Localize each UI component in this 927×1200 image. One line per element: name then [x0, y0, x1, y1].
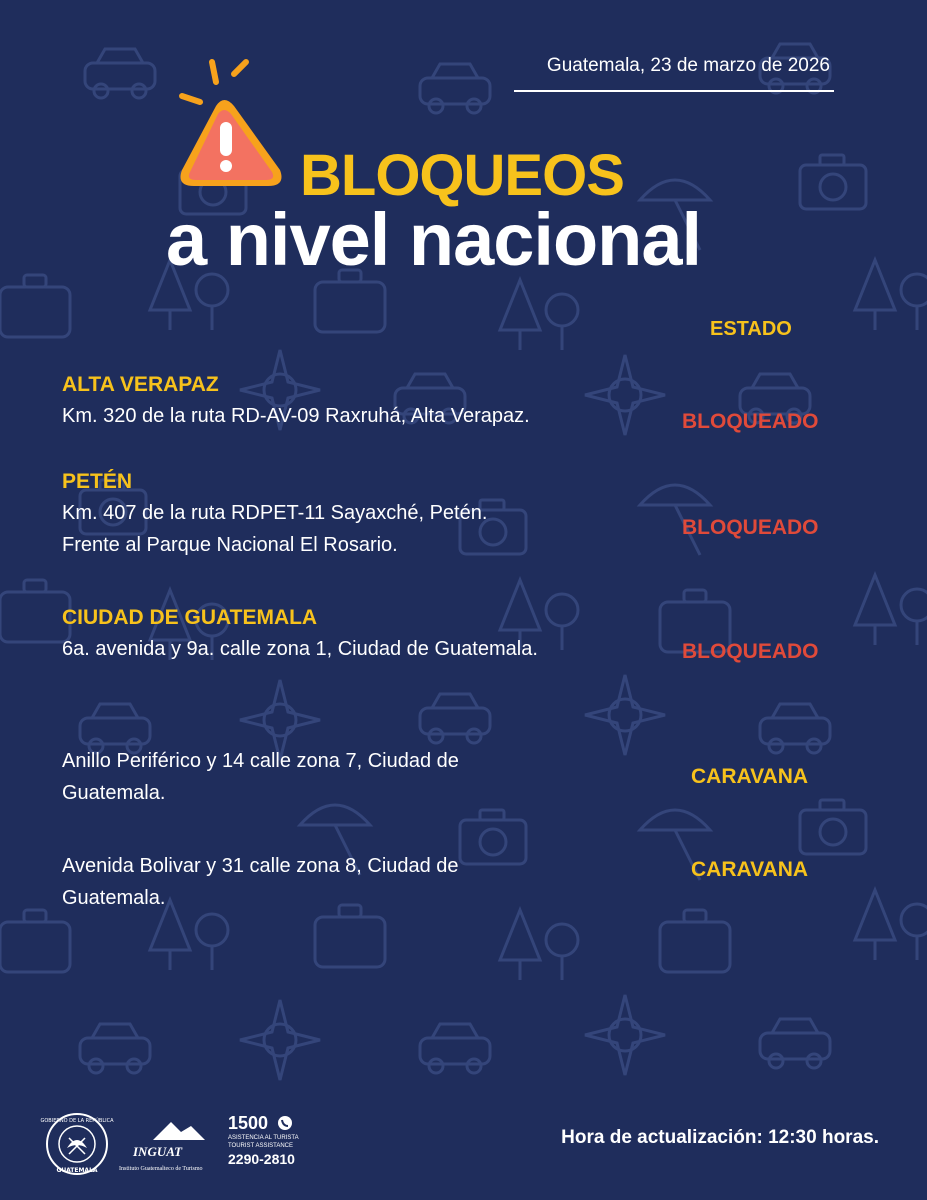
- date-text: Guatemala, 23 de marzo de 2026: [546, 55, 830, 76]
- location-text: 6a. avenida y 9a. calle zona 1, Ciudad de Guatemala.: [62, 638, 538, 660]
- location-text: Anillo Periférico y 14 calle zona 7, Ciudad de: [62, 750, 459, 772]
- update-time: Hora de actualización: 12:30 horas.: [561, 1127, 879, 1148]
- list-item: [62, 745, 622, 809]
- assistance-line-en: TOURIST ASSISTANCE: [228, 1143, 294, 1149]
- inguat-fullname: Instituto Guatemalteco de Turismo: [119, 1166, 203, 1172]
- location-text: Avenida Bolivar y 31 calle zona 8, Ciudad de: [62, 855, 459, 877]
- location-text: Guatemala.: [62, 782, 166, 804]
- inguat-name: INGUAT: [133, 1144, 183, 1159]
- location-text: Frente al Parque Nacional El Rosario.: [62, 534, 398, 556]
- region-label: ALTA VERAPAZ: [62, 373, 219, 396]
- title-bloqueos: BLOQUEOS: [300, 143, 624, 208]
- assistance-line-es: ASISTENCIA AL TURISTA: [228, 1135, 299, 1141]
- region-label: PETÉN: [62, 470, 133, 493]
- status-badge: BLOQUEADO: [682, 410, 819, 433]
- seal-bottom-text: GUATEMALA: [56, 1167, 98, 1174]
- list-item: [62, 850, 622, 914]
- location-text: Km. 407 de la ruta RDPET-11 Sayaxché, Petén.: [62, 502, 488, 524]
- inguat-logo: [119, 1118, 217, 1174]
- list-item: [62, 606, 622, 665]
- seal-top-text: GOBIERNO DE LA REPÚBLICA: [40, 1118, 114, 1124]
- tourist-assistance-logo: [228, 1112, 300, 1170]
- region-label: CIUDAD DE GUATEMALA: [62, 606, 318, 629]
- government-seal-logo: [40, 1112, 114, 1176]
- location-text: Guatemala.: [62, 887, 166, 909]
- assistance-phone-number: 2290-2810: [228, 1151, 295, 1167]
- title-subtitle: a nivel nacional: [166, 198, 702, 281]
- warning-icon: [176, 58, 286, 194]
- assistance-short-number: 1500: [228, 1113, 269, 1133]
- location-text: Km. 320 de la ruta RD-AV-09 Raxruhá, Alta Verapaz.: [62, 405, 530, 427]
- status-column-header: ESTADO: [710, 318, 792, 340]
- list-item: [62, 373, 622, 432]
- status-badge: CARAVANA: [691, 858, 809, 881]
- status-badge: BLOQUEADO: [682, 640, 819, 663]
- date-underline: [514, 90, 834, 92]
- list-item: [62, 470, 622, 561]
- status-badge: CARAVANA: [691, 765, 809, 788]
- status-badge: BLOQUEADO: [682, 516, 819, 539]
